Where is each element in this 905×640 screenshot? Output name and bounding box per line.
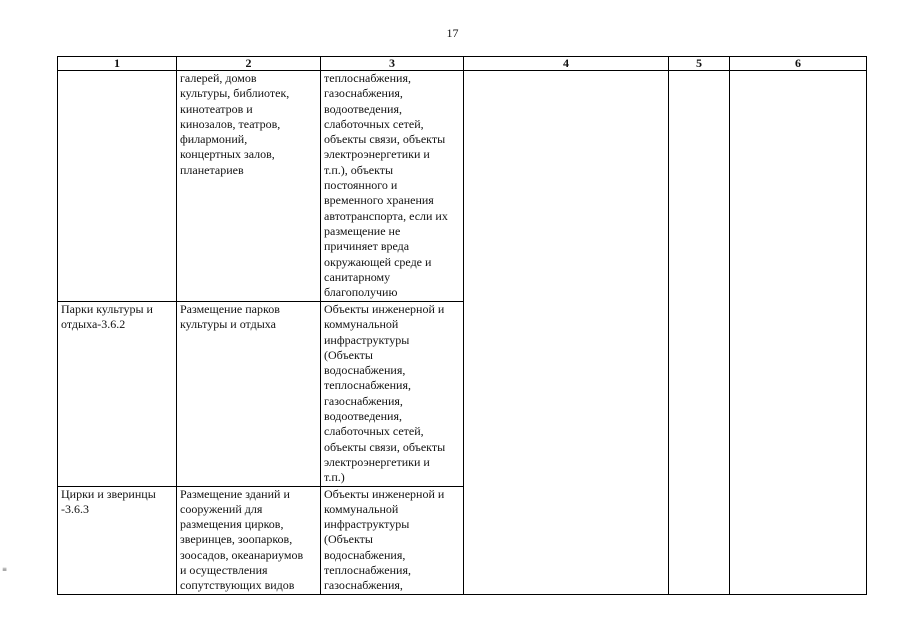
row2-col2: Размещение парков культуры и отдыха (177, 302, 321, 487)
row1-col3: теплоснабжения, газоснабжения, водоотведения, слаботочных сетей, объекты связи, объекты электроэнергетики и т.п.), объекты постоянного и временного хранения автотранспорта, если их размещение не причиняет вреда окружающей среде и санитарному благополучию (321, 71, 464, 302)
column-header-6: 6 (730, 57, 867, 71)
column-5-cell (669, 71, 730, 595)
column-header-4: 4 (464, 57, 669, 71)
row2-col1: Парки культуры и отдыха-3.6.2 (58, 302, 177, 487)
row3-col1: Цирки и зверинцы -3.6.3 (58, 486, 177, 594)
document-table (57, 56, 867, 595)
margin-mark: ≡ (2, 566, 8, 573)
row1-col2: галерей, домов культуры, библиотек, кинотеатров и кинозалов, театров, филармоний, концертных залов, планетариев (177, 71, 321, 302)
column-header-1: 1 (58, 57, 177, 71)
row1-col1 (58, 71, 177, 302)
column-header-2: 2 (177, 57, 321, 71)
column-header-3: 3 (321, 57, 464, 71)
row3-col2: Размещение зданий и сооружений для размещения цирков, зверинцев, зоопарков, зоосадов, океанариумов и осуществления сопутствующих видов (177, 486, 321, 594)
table-header-row (58, 57, 867, 71)
row2-col3: Объекты инженерной и коммунальной инфраструктуры (Объекты водоснабжения, теплоснабжения, газоснабжения, водоотведения, слаботочных сетей, объекты связи, объекты электроэнергетики и т.п.) (321, 302, 464, 487)
page-number: 17 (446, 26, 459, 40)
column-6-cell (730, 71, 867, 595)
row3-col3: Объекты инженерной и коммунальной инфраструктуры (Объекты водоснабжения, теплоснабжения, газоснабжения, (321, 486, 464, 594)
column-4-cell (464, 71, 669, 595)
table-row (58, 71, 867, 302)
column-header-5: 5 (669, 57, 730, 71)
